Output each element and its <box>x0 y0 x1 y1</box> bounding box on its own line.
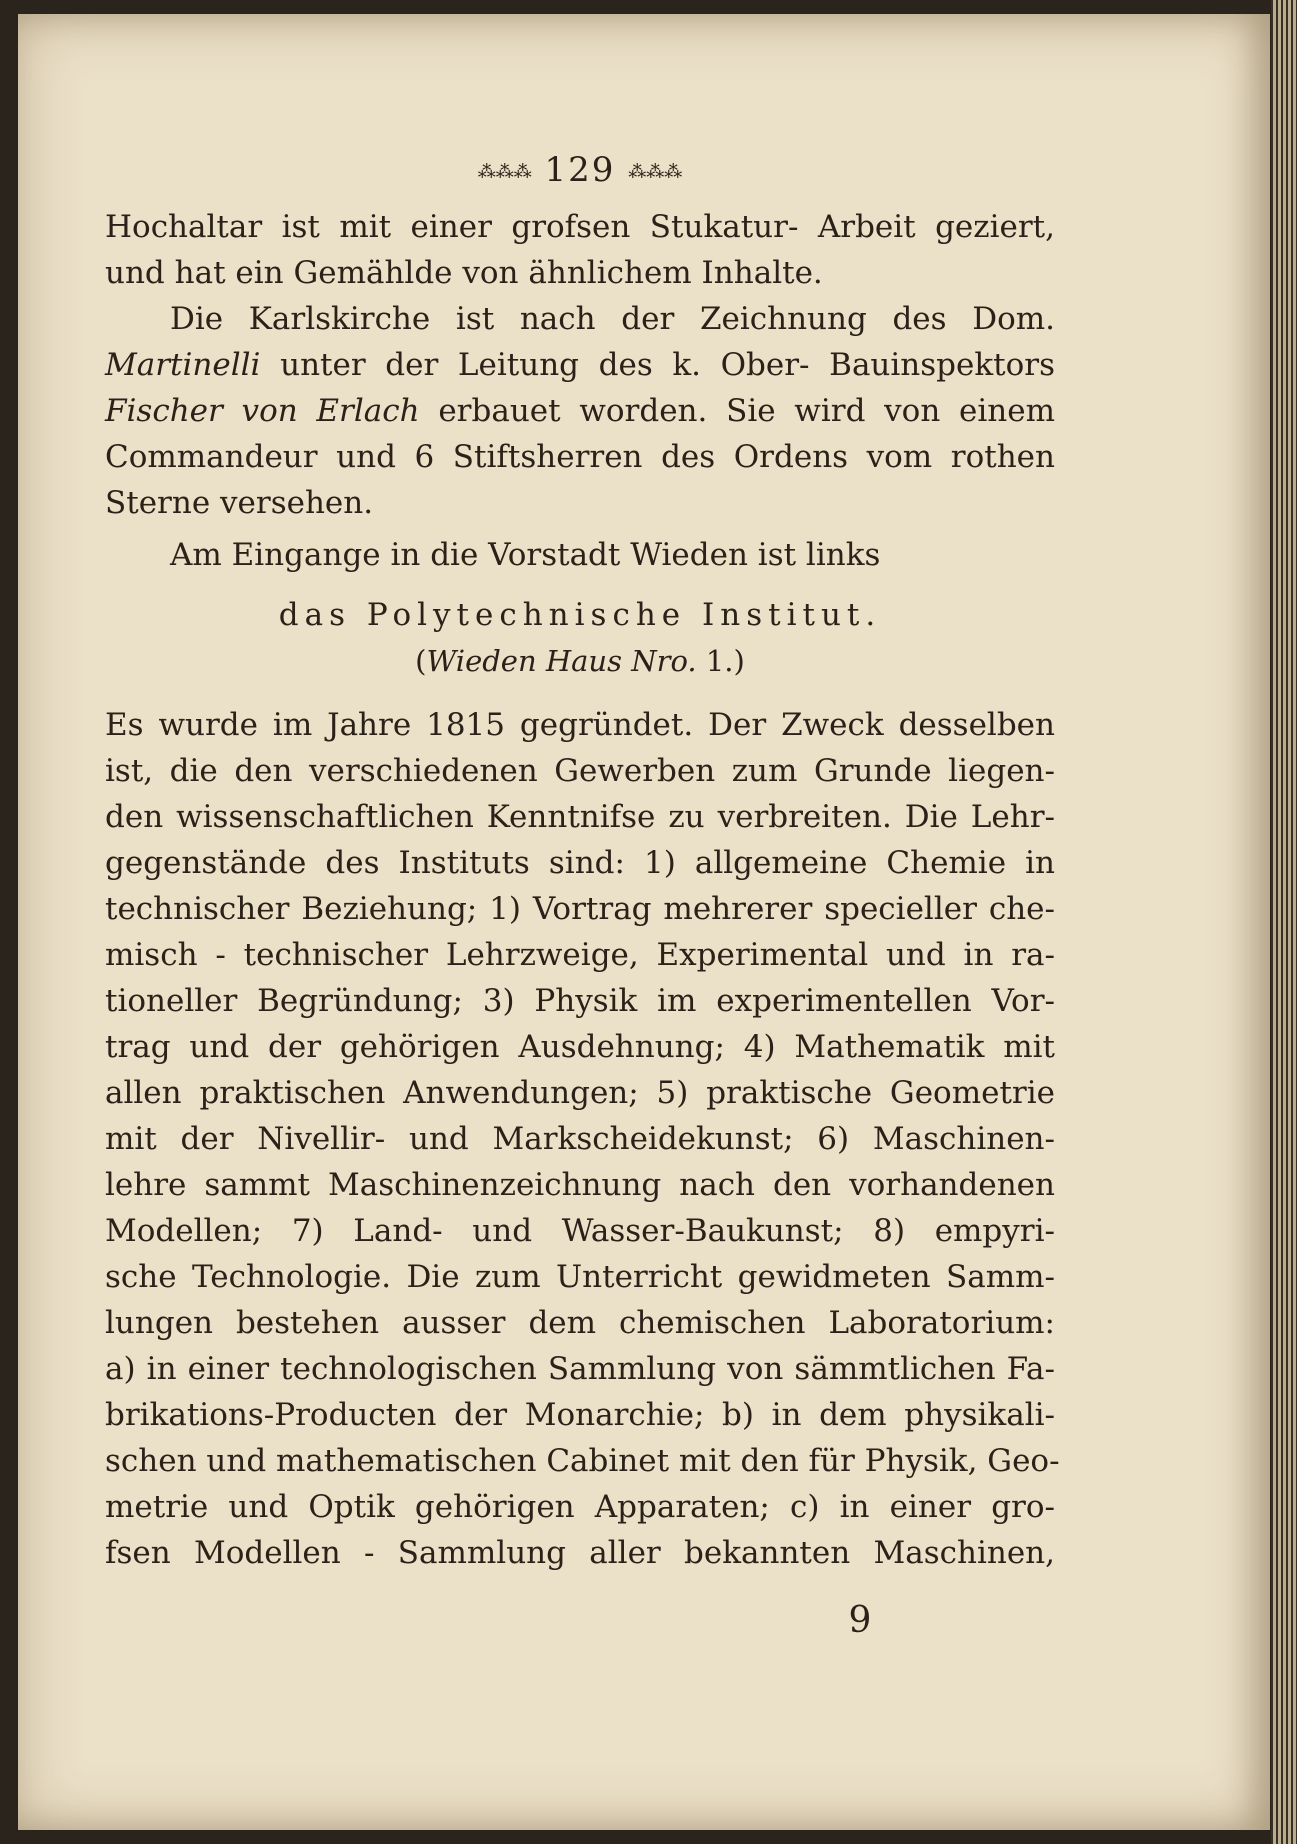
signature-mark: 9 <box>848 1600 872 1641</box>
text-line: Commandeur und 6 Stiftsherren des Ordens vom rothen <box>105 439 1055 475</box>
body-line: a) in einer technologischen Sammlung von sämmtlichen Fa- <box>105 1351 1055 1387</box>
name-martinelli: Martinelli <box>105 347 261 383</box>
text-line <box>105 388 1055 434</box>
body-line: brikations-Producten der Monarchie; b) in dem physikali- <box>105 1397 1055 1433</box>
section-heading: das Polytechnische Institut. <box>278 597 882 633</box>
body-line: technischer Beziehung; 1) Vortrag mehrerer specieller che- <box>105 891 1055 927</box>
body-line: misch - technischer Lehrzweige, Experimental und in ra- <box>105 937 1055 973</box>
body-text <box>105 702 1060 1576</box>
address-number: 1.) <box>696 644 745 678</box>
text-line: Sterne versehen. <box>105 485 374 521</box>
text-segment: erbauet worden. Sie wird von einem <box>419 393 1055 429</box>
text-segment: unter der Leitung des k. Ober- Bauinspektors <box>260 347 1055 383</box>
page-number: 129 <box>544 150 616 190</box>
body-line: allen praktischen Anwendungen; 5) praktische Geometrie <box>105 1075 1055 1111</box>
body-line: lungen bestehen ausser dem chemischen Laboratorium: <box>105 1305 1055 1341</box>
text-line: Die Karlskirche ist nach der Zeichnung des Dom. <box>170 301 1055 337</box>
body-line: trag und der gehörigen Ausdehnung; 4) Mathematik mit <box>105 1029 1055 1065</box>
body-line: ist, die den verschiedenen Gewerben zum Grunde liegen- <box>105 753 1055 789</box>
body-line: schen und mathematischen Cabinet mit den für Physik, Geo- <box>105 1443 1060 1479</box>
text-line <box>105 342 1055 388</box>
body-line: sche Technologie. Die zum Unterricht gewidmeten Samm- <box>105 1259 1055 1295</box>
paragraph-2 <box>105 296 1055 526</box>
body-line: tioneller Begründung; 3) Physik im experimentellen Vor- <box>105 983 1055 1019</box>
name-fischer-von-erlach: Fischer von Erlach <box>105 393 420 429</box>
body-line: den wissenschaftlichen Kenntnifse zu verbreiten. Die Lehr- <box>105 799 1055 835</box>
address-italic: Wieden Haus Nro. <box>426 644 697 678</box>
ornament-right: ⁂⁂⁂ <box>628 161 683 183</box>
paragraph-3: Am Eingange in die Vorstadt Wieden ist links <box>170 537 881 573</box>
body-line: fsen Modellen - Sammlung aller bekannten Maschinen, <box>105 1535 1055 1571</box>
page-edges <box>1271 0 1297 1844</box>
body-line: gegenstände des Instituts sind: 1) allgemeine Chemie in <box>105 845 1055 881</box>
running-head <box>105 150 1055 190</box>
body-line: metrie und Optik gehörigen Apparaten; c) in einer gro- <box>105 1489 1055 1525</box>
body-line: Es wurde im Jahre 1815 gegründet. Der Zweck desselben <box>105 707 1055 743</box>
body-line: mit der Nivellir- und Markscheidekunst; 6) Maschinen- <box>105 1121 1055 1157</box>
page-content <box>105 150 1060 1641</box>
body-line: Modellen; 7) Land- und Wasser-Baukunst; 8) empyri- <box>105 1213 1055 1249</box>
body-line: lehre sammt Maschinenzeichnung nach den vorhandenen <box>105 1167 1055 1203</box>
ornament-left: ⁂⁂⁂ <box>477 161 532 183</box>
text-line: Hochaltar ist mit einer grofsen Stukatur- Arbeit geziert, <box>105 209 1055 245</box>
text-line: und hat ein Gemählde von ähnlichem Inhalte. <box>105 255 823 291</box>
paragraph-1 <box>105 204 1055 296</box>
paren-open: ( <box>415 644 427 678</box>
section-subheading <box>105 638 1055 684</box>
